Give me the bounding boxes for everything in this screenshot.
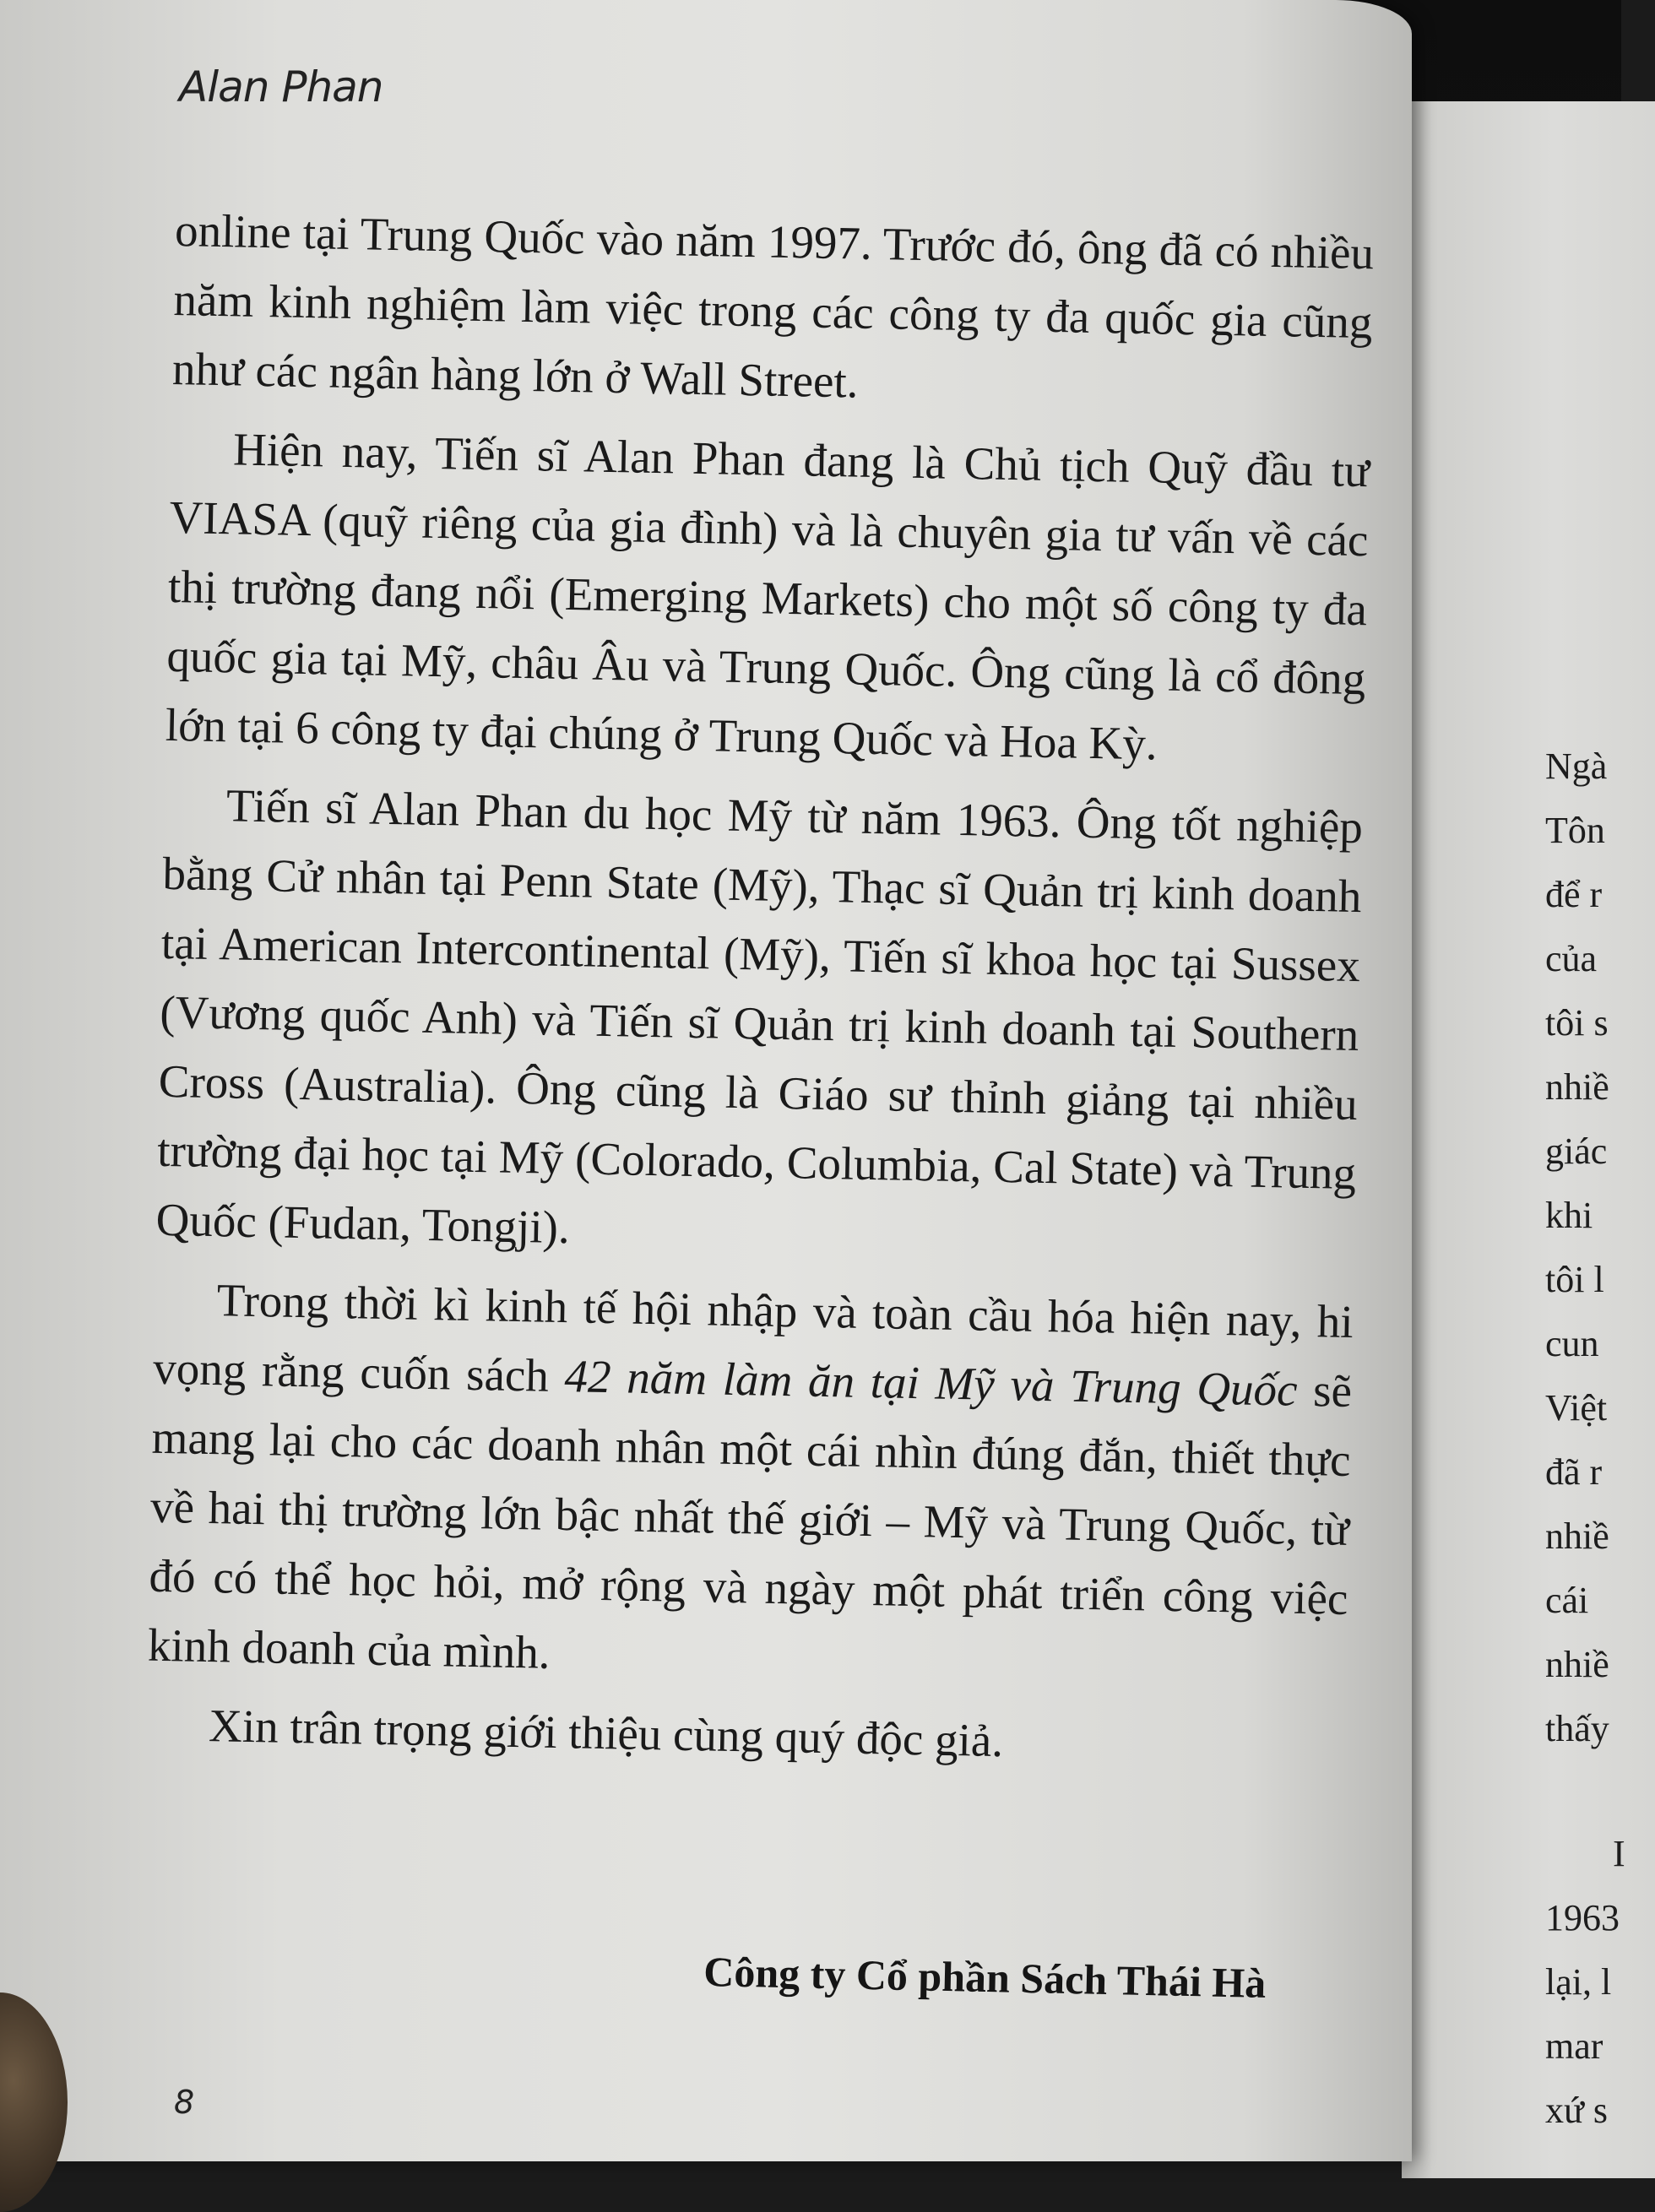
right-page-line: tôi s <box>1545 1002 1609 1044</box>
book-title: 42 năm làm ăn tại Mỹ và Trung Quốc <box>564 1350 1299 1416</box>
paragraph-text: Trong thời kì kinh tế hội nhập và toàn cầu hóa hiện nay, hi vọng rằng cuốn sách <box>152 1274 1354 1402</box>
page-number: 8 <box>174 2084 195 2121</box>
right-page-line: xứ s <box>1545 2090 1608 2131</box>
right-page-line: Ngà <box>1545 745 1608 787</box>
right-page-line: mar <box>1545 2025 1603 2067</box>
body-text <box>145 196 1375 1792</box>
right-page-line: tôi l <box>1545 1259 1604 1300</box>
right-page-line: cái <box>1545 1580 1589 1621</box>
right-page-edge <box>1402 101 1655 2178</box>
paragraph-current-roles: Hiện nay, Tiến sĩ Alan Phan đang là Chủ tịch Quỹ đầu tư VIASA (quỹ riêng của gia đình) và là chuyên gia tư vấn về các thị trường đang nổi (Emerging Markets) cho một số công ty đa quốc gia tại Mỹ, châu Âu và Trung Quốc. Ông cũng là cổ đông lớn tại 6 công ty đại chúng ở Trung Quốc và Hoa Kỳ. <box>165 423 1370 770</box>
right-page-line: của <box>1545 938 1598 979</box>
paragraph-book-purpose <box>147 1265 1354 1703</box>
right-page-line: 1963 <box>1545 1897 1620 1938</box>
right-page-line: thấy <box>1545 1708 1609 1749</box>
right-page-line: lại, l <box>1545 1961 1612 2003</box>
right-page-line: Việt <box>1545 1387 1608 1429</box>
paragraph-education: Tiến sĩ Alan Phan du học Mỹ từ năm 1963. Ông tốt nghiệp bằng Cử nhân tại Penn State (Mỹ), Thạc sĩ Quản trị kinh doanh tại American Intercontinental (Mỹ), Tiến sĩ khoa học tại Sussex (Vương quốc Anh) và Tiến sĩ Quản trị kinh doanh tại Southern Cross (Australia). Ông cũng là Giáo sư thỉnh giảng tại nhiều trường đại học tại Mỹ (Colorado, Columbia, Cal State) và Trung Quốc (Fudan, Tongji). <box>155 779 1364 1254</box>
right-page-line: Tôn <box>1545 810 1605 851</box>
publisher-signature: Công ty Cổ phần Sách Thái Hà <box>703 1947 1267 2007</box>
right-page-line: nhiề <box>1545 1066 1609 1108</box>
running-head: Alan Phan <box>179 62 383 111</box>
right-page-line: nhiề <box>1545 1515 1609 1557</box>
right-page-line: nhiề <box>1545 1644 1609 1685</box>
paragraph-continued: online tại Trung Quốc vào năm 1997. Trước đó, ông đã có nhiều năm kinh nghiệm làm việc trong các công ty đa quốc gia cũng như các ngân hàng lớn ở Wall Street. <box>171 203 1375 408</box>
right-page-line: I <box>1613 1833 1625 1874</box>
right-page-line: đã r <box>1545 1451 1603 1493</box>
right-page-line: cun <box>1545 1323 1599 1364</box>
right-page-line: giác <box>1545 1130 1608 1172</box>
paragraph-closing: Xin trân trọng giới thiệu cùng quý độc giả. <box>208 1700 1004 1767</box>
paragraph-text: sẽ mang lại cho các doanh nhân một cái nhìn đúng đắn, thiết thực về hai thị trường lớn bậc nhất thế giới – Mỹ và Trung Quốc, từ đó có thể học hỏi, mở rộng và ngày một phát triển công việc kinh doanh của mình. <box>147 1364 1353 1678</box>
right-page-line: để r <box>1545 874 1603 915</box>
right-page-line: khi <box>1545 1195 1593 1236</box>
